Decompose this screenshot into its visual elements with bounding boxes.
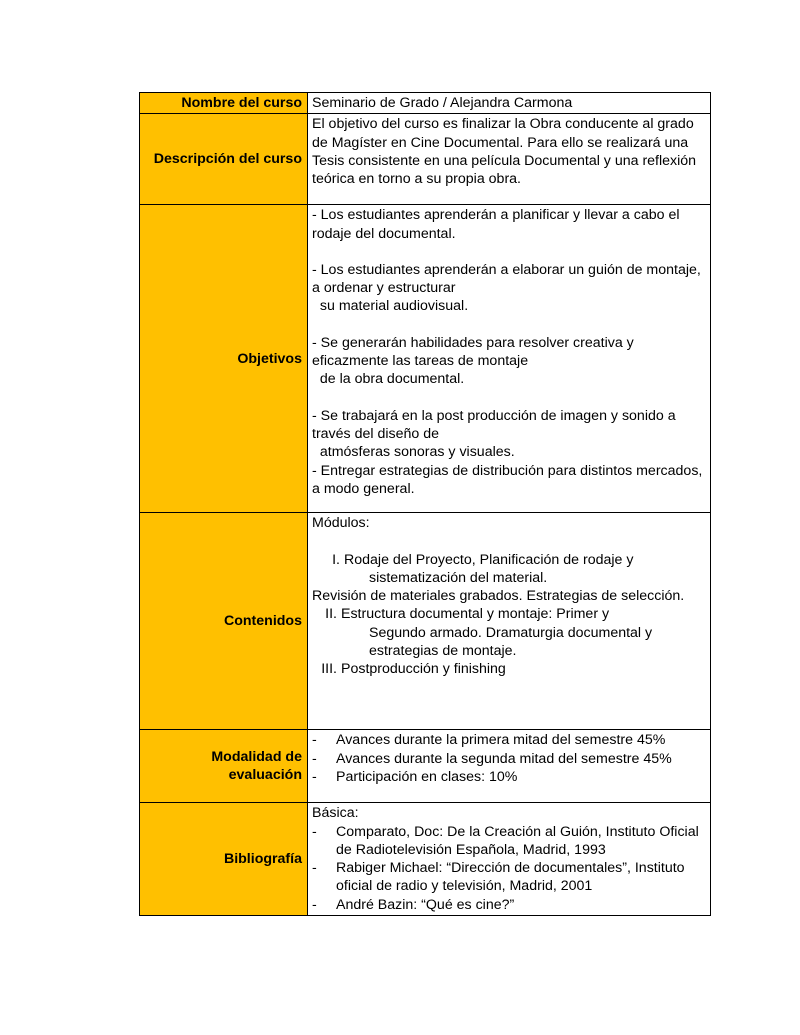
value-contenidos (308, 513, 711, 730)
objetivo-paragraph: - Se generarán habilidades para resolver creativa y eficazmente las tareas de montaje (312, 334, 638, 370)
value-bibliografia (308, 803, 711, 916)
list-dash: - (312, 823, 317, 840)
bibliography-item (312, 859, 707, 896)
bibliography-text: Comparato, Doc: De la Creación al Guión, Instituto Oficial de Radiotelevisión Española, Madrid, 1993 (336, 823, 699, 858)
bibliography-item (312, 896, 707, 914)
row-nombre (140, 93, 711, 114)
bibliography-item (312, 823, 707, 860)
objetivo-paragraph: atmósferas sonoras y visuales. (312, 444, 515, 461)
row-descripcion (140, 114, 711, 205)
value-nombre: Seminario de Grado / Alejandra Carmona (308, 93, 711, 114)
objetivo-paragraph: - Se trabajará en la post producción de imagen y sonido a través del diseño de (312, 407, 680, 442)
contenidos-heading: Módulos: (312, 515, 370, 532)
objetivo-paragraph: - Entregar estrategias de distribución para distintos mercados, a modo general. (312, 462, 707, 497)
label-nombre: Nombre del curso (140, 93, 308, 114)
evaluation-text: Avances durante la primera mitad del semestre 45% (336, 732, 666, 749)
list-dash: - (312, 750, 317, 767)
module-item (312, 551, 707, 569)
row-bibliografia (140, 803, 711, 916)
label-contenidos: Contenidos (140, 513, 308, 730)
evaluation-item (312, 768, 707, 786)
row-evaluacion (140, 730, 711, 803)
label-descripcion: Descripción del curso (140, 114, 308, 205)
row-contenidos (140, 513, 711, 730)
objetivo-paragraph: - Los estudiantes aprenderán a planificar y llevar a cabo el rodaje del documental. (312, 207, 684, 242)
value-evaluacion (308, 730, 711, 803)
bibliography-text: André Bazin: “Qué es cine?” (336, 896, 515, 913)
module-text: Estructura documental y montaje: Primer y (341, 606, 610, 623)
module-item (312, 605, 707, 623)
bibliografia-heading: Básica: (312, 805, 359, 822)
module-number: I. (332, 551, 340, 568)
evaluation-item (312, 731, 707, 749)
objetivo-paragraph: su material audiovisual. (312, 298, 469, 315)
value-objetivos (308, 205, 711, 513)
value-descripcion: El objetivo del curso es finalizar la Obra conducente al grado de Magíster en Cine Documental. Para ello se realizará una Tesis consistente en una película Documental y una reflexión teórica en torno a su propia obra. (308, 114, 711, 205)
list-dash: - (312, 860, 317, 877)
evaluation-item (312, 750, 707, 768)
row-objetivos (140, 205, 711, 513)
module-text: Rodaje del Proyecto, Planificación de rodaje y (344, 551, 634, 568)
evaluation-text: Participación en clases: 10% (336, 768, 518, 785)
evaluation-text: Avances durante la segunda mitad del semestre 45% (336, 750, 672, 767)
label-objetivos: Objetivos (140, 205, 308, 513)
module-number: III. (321, 661, 337, 678)
module-text-cont: estrategias de montaje. (369, 643, 517, 660)
list-dash: - (312, 768, 317, 785)
label-evaluacion: Modalidad de evaluación (140, 730, 308, 803)
module-number: II. (325, 606, 337, 623)
module-text-cont: Segundo armado. Dramaturgia documental y (369, 624, 653, 641)
module-text-cont: sistematización del material. (369, 569, 548, 586)
module-item (312, 660, 707, 678)
module-text: Postproducción y finishing (341, 661, 506, 678)
course-info-table (139, 92, 711, 916)
label-bibliografia: Bibliografía (140, 803, 308, 916)
contenidos-plain: Revisión de materiales grabados. Estrategias de selección. (312, 588, 685, 605)
bibliography-text: Rabiger Michael: “Dirección de documentales”, Instituto oficial de radio y televisión, Madrid, 2001 (336, 860, 685, 895)
list-dash: - (312, 896, 317, 913)
list-dash: - (312, 732, 317, 749)
objetivo-paragraph: - Los estudiantes aprenderán a elaborar un guión de montaje, a ordenar y estructurar (312, 261, 705, 297)
objetivo-paragraph: de la obra documental. (312, 371, 465, 388)
